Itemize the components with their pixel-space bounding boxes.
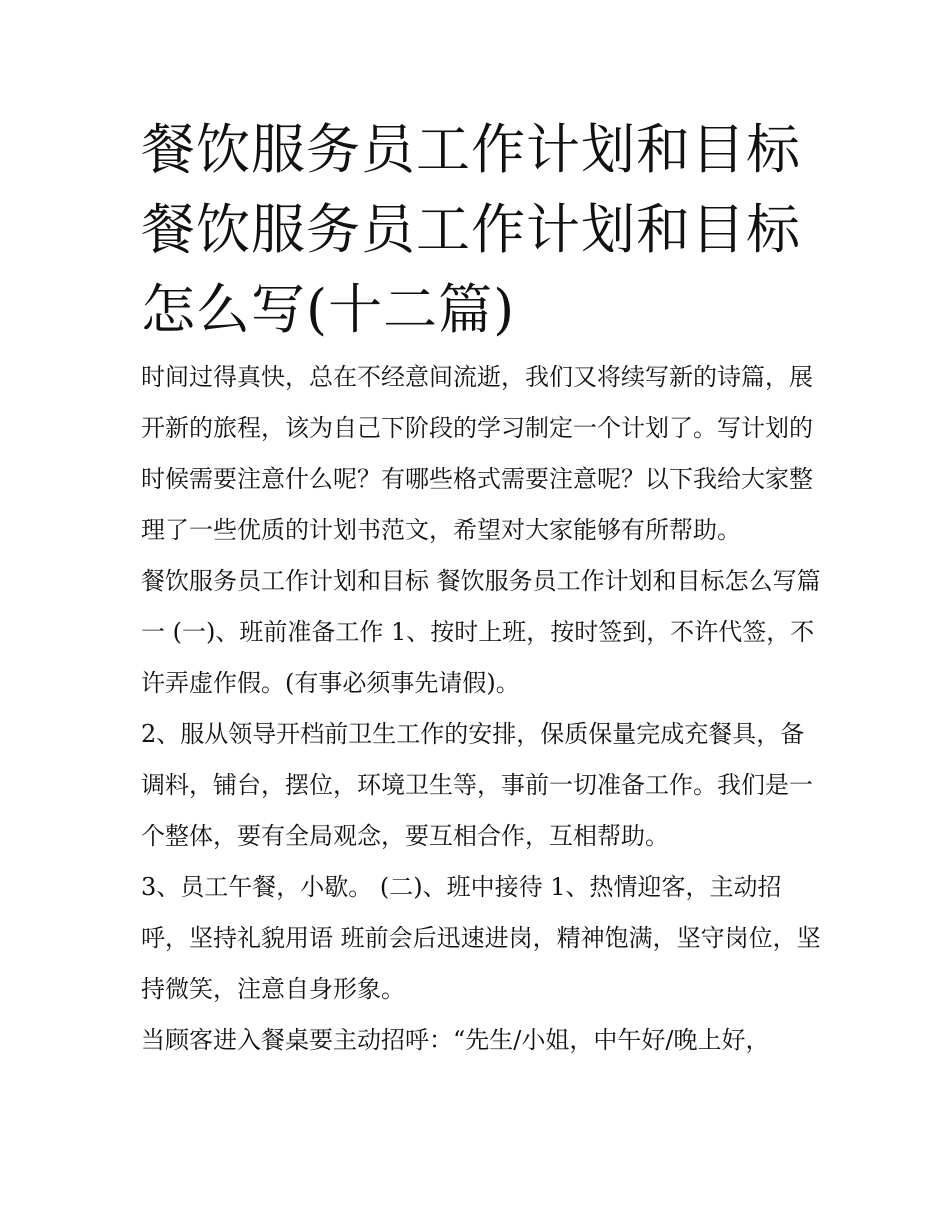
paragraph-section-one: 餐饮服务员工作计划和目标 餐饮服务员工作计划和目标怎么写篇一 (一)、班前准备工作 1、按时上班，按时签到，不许代签，不许弄虚作假。(有事必须事先请假)。 <box>141 567 821 697</box>
paragraph-item-2: 2、服从领导开档前卫生工作的安排，保质保量完成充餐具，备调料，铺台，摆位，环境卫生等，事前一切准备工作。我们是一个整体，要有全局观念，要互相合作，互相帮助。 <box>141 720 813 850</box>
paragraph-intro: 时间过得真快，总在不经意间流逝，我们又将续写新的诗篇，展开新的旅程，该为自己下阶段的学习制定一个计划了。写计划的时候需要注意什么呢？有哪些格式需要注意呢？以下我给大家整理了一些优质的计划书范文，希望对大家能够有所帮助。 <box>141 363 813 544</box>
document-body <box>141 352 821 1066</box>
paragraph-item-3: 3、员工午餐，小歇。 (二)、班中接待 1、热情迎客，主动招呼，坚持礼貌用语 班前会后迅速进岗，精神饱满，坚守岗位，坚持微笑，注意自身形象。 <box>141 873 821 1003</box>
paragraph-greeting: 当顾客进入餐桌要主动招呼：“先生/小姐，中午好/晚上好， <box>141 1026 770 1054</box>
document-title: 餐饮服务员工作计划和目标 餐饮服务员工作计划和目标怎么写(十二篇) <box>141 118 801 341</box>
